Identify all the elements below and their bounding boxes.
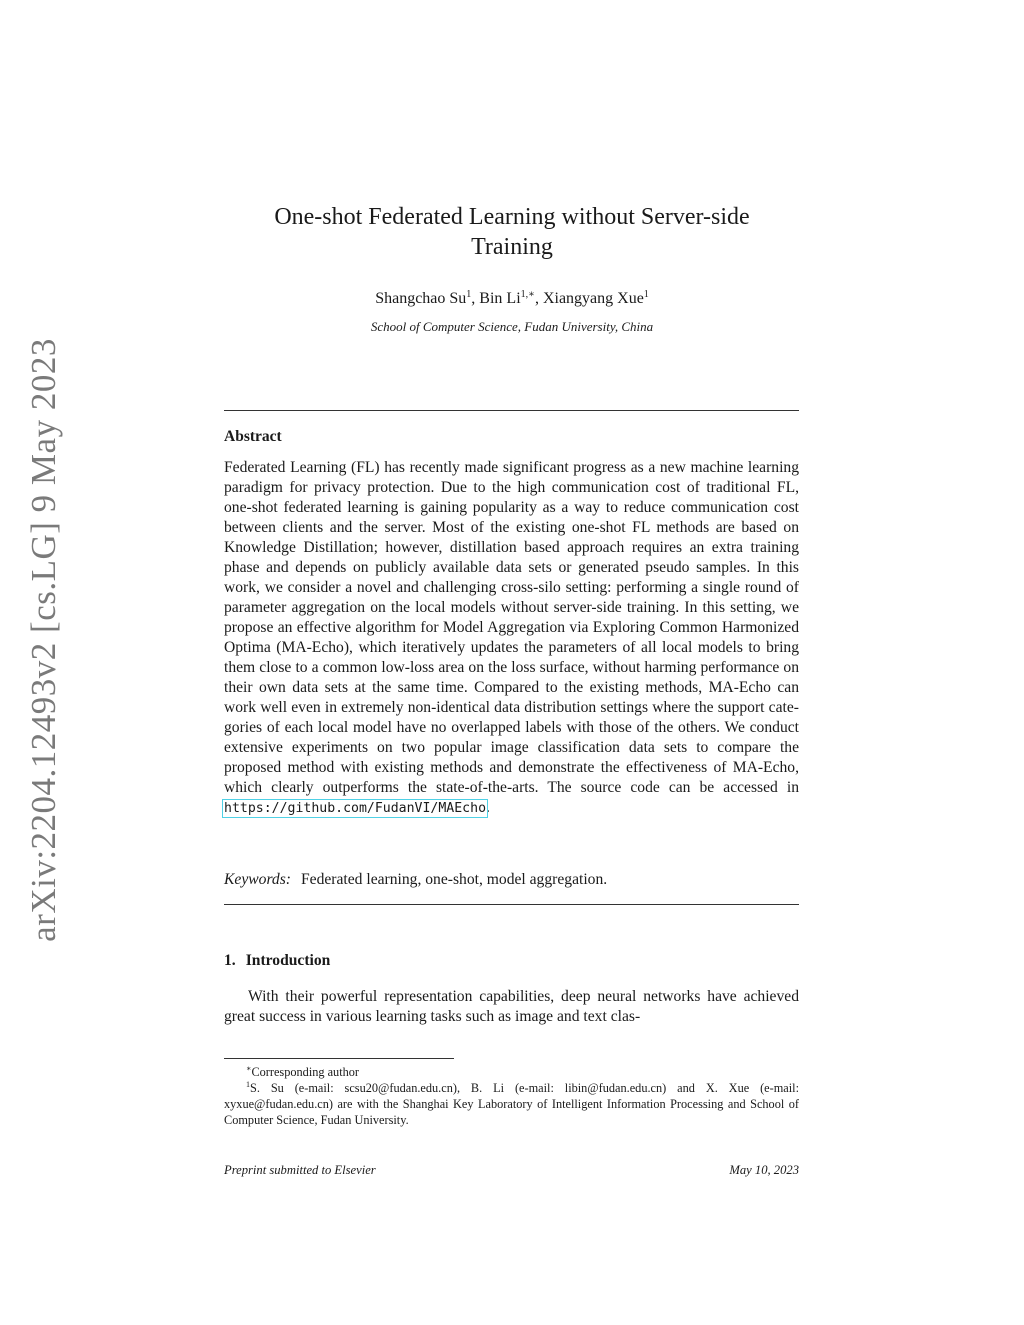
author-mark: 1 [466, 289, 472, 300]
section-heading-introduction [224, 952, 330, 970]
footnote-mark: 1 [246, 1080, 250, 1089]
abstract-body [224, 458, 799, 819]
footnote-rule [224, 1058, 454, 1059]
footer-date: May 10, 2023 [729, 1163, 799, 1177]
keywords [224, 870, 799, 890]
abstract-bottom-rule [224, 904, 799, 905]
footer-preprint-note: Preprint submitted to Elsevier [224, 1163, 376, 1177]
source-code-link[interactable]: https://github.com/FudanVI/MAEcho [224, 801, 487, 816]
arxiv-identifier-stamp: arXiv:2204.12493v2 [cs.LG] 9 May 2023 [24, 338, 63, 942]
abstract-top-rule [224, 410, 799, 411]
footnotes [224, 1064, 799, 1128]
section-number: 1. [224, 952, 236, 969]
footnote-mark: ∗ [246, 1064, 252, 1073]
abstract-text: Federated Learning (FL) has recently made significant progress as a new machine learning paradigm for privacy protection. Due to the high communication cost of traditional FL, one-shot federated learning is gaining popularity as a way to reduce communication cost between clients and the server. Most of the existing one-shot FL methods are based on Knowledge Distillation; however, distillation based approach requires an extra training phase and depends on publicly available data sets or generated pseudo samples. In this work, we consider a novel and challenging cross-silo setting: performing a single round of parameter aggregation on the local models without server-side training. In this setting, we propose an effective algorithm for Model Aggregation via Exploring Common Harmonized Optima (MA-Echo), which iteratively updates the parameters of all local models to bring them close to a common low-loss area on the loss surface, without harming performance on their own data sets at the same time. Compared to the existing methods, MA-Echo can work well even in extremely non-identical data distribution settings where the support categories of each local model have no overlapped labels with those of the others. We conduct extensive experiments on two popular image classification data sets to compare the proposed method with existing methods and demonstrate the effectiveness of MA-Echo, which clearly outperforms the state-of-the-arts. The source code can be accessed in [224, 459, 799, 796]
author-mark: 1,∗ [520, 289, 535, 300]
author-mark: 1 [643, 289, 649, 300]
paper-title [150, 202, 874, 262]
footnote-text: S. Su (e-mail: scsu20@fudan.edu.cn), B. Li (e-mail: libin@fudan.edu.cn) and X. Xue (e-mail: xyxue@fudan.edu.cn) are with the Shanghai Key Laboratory of Intelligent Information Processing and School of Computer Science, Fudan University. [224, 1081, 799, 1127]
author-name: Xiangyang Xue [542, 290, 644, 307]
author-list: Shangchao Su$^1$, Bin $Li^{1,∗}$, Xiangyang Xue$^1$ [375, 289, 649, 307]
author-name: Shangchao Su [375, 290, 467, 307]
title-line-1: One-shot Federated Learning without Server-side [274, 204, 750, 230]
keywords-value: Federated learning, one-shot, model aggregation. [301, 871, 608, 888]
introduction-paragraph: With their powerful representation capabilities, deep neural networks have achieved great success in various learning tasks such as image and text clas- [224, 988, 799, 1025]
author-name: Bin Li [479, 290, 521, 307]
affiliation: School of Computer Science, Fudan University, China [370, 319, 654, 334]
footnote-contact [224, 1080, 799, 1128]
title-line-2: Training [471, 234, 553, 260]
section-title: Introduction [245, 952, 331, 969]
abstract-heading: Abstract [224, 428, 282, 445]
footnote-corresponding [224, 1064, 799, 1080]
keywords-label: Keywords: [224, 871, 291, 888]
footnote-text: Corresponding author [251, 1065, 360, 1079]
abstract-text-end: . [486, 799, 490, 816]
